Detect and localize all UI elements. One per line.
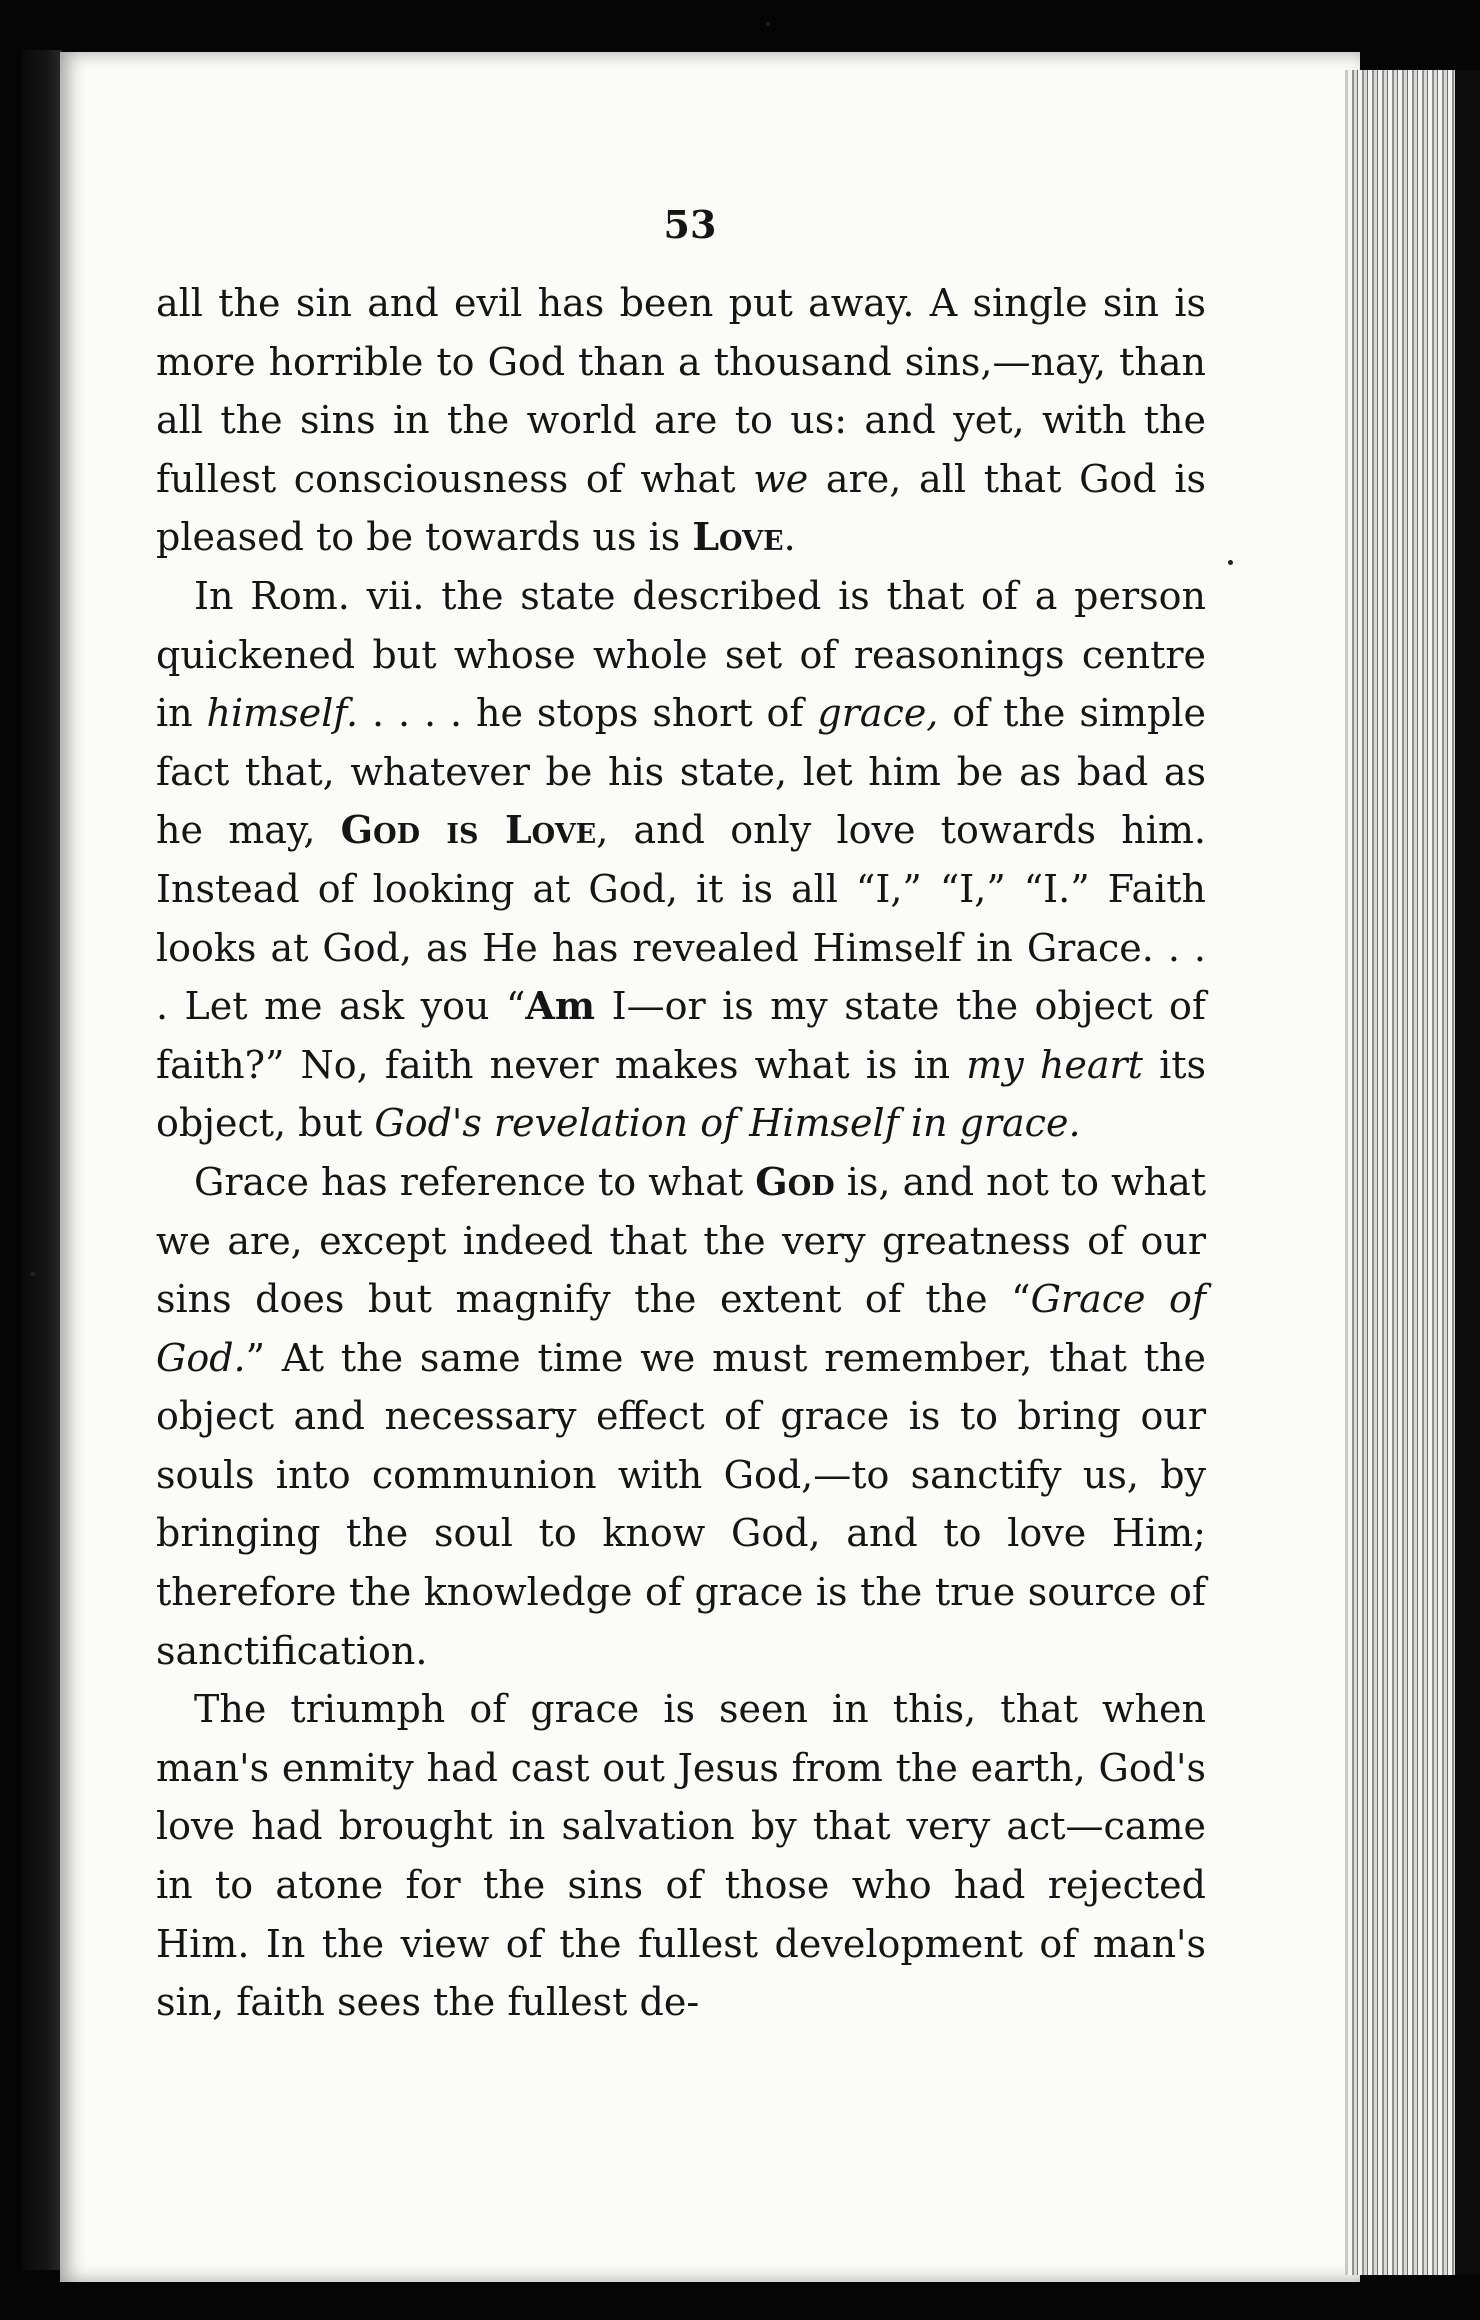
text-run: .	[783, 515, 796, 560]
text-run: we	[753, 456, 809, 501]
scan-speck	[30, 1272, 36, 1276]
text-run: God's revelation of Himself in grace.	[374, 1101, 1081, 1146]
page-stack-edge	[1345, 70, 1458, 2275]
scan-speck	[766, 22, 770, 26]
text-run: Grace of God.	[156, 1277, 1206, 1380]
text-run: I—or is my state the object of faith?” No, faith never makes what is in	[156, 984, 1206, 1087]
text-run: Grace has reference to what	[194, 1159, 756, 1204]
page-body-text	[156, 274, 1206, 2032]
text-run: , and only love towards him. Instead of looking at God, it is all “I,” “I,” “I.” Faith looks at God, as He has revealed Himself in Grace. . . . Let me ask you “	[156, 808, 1206, 1029]
scan-border-right	[1455, 70, 1480, 2275]
text-run: all the sin and evil has been put away. A single sin is more horrible to God than a thousand sins,—nay, than all the sins in the world are to us: and yet, with the fullest consciousness of what	[156, 281, 1206, 501]
text-run: of the simple fact that, whatever be his state, let him be as bad as he may,	[156, 691, 1206, 853]
text-run: Am	[525, 983, 596, 1029]
text-run: its object, but	[156, 1042, 1206, 1146]
book-page	[60, 52, 1360, 2282]
text-run: grace,	[817, 691, 939, 736]
text-run: ” At the same time we must remember, that the object and necessary effect of grace is to bring our souls into communion with God,—to sanctify us, by bringing the soul to know God, and to love Him; therefore the knowledge of grace is the true source of sanctification.	[156, 1335, 1206, 1673]
text-run: God is Love	[340, 807, 597, 853]
text-run: are, all that God is pleased to be towards us is	[156, 456, 1206, 560]
text-run: God	[755, 1158, 835, 1204]
text-run: The triumph of grace is seen in this, that when man's enmity had cast out Jesus from the earth, God's love had brought in salvation by that very act—came in to atone for the sins of those who had rejected Him. In the view of the fullest development of man's sin, faith sees the fullest de-	[156, 1687, 1206, 2025]
text-run: is, and not to what we are, except indeed that the very greatness of our sins does but magnify the extent of the “	[156, 1159, 1207, 1322]
text-run: Love	[692, 514, 784, 560]
text-run: my heart	[966, 1042, 1143, 1087]
book-spine-shadow	[22, 50, 62, 2270]
scan-speck	[1228, 560, 1233, 565]
text-run: In Rom. vii. the state described is that of a person quickened but whose whole set of reasonings centre in	[156, 573, 1206, 736]
text-run: . . . . he stops short of	[358, 691, 818, 736]
paragraph	[156, 274, 1206, 567]
paragraph	[156, 567, 1206, 1153]
text-run: himself.	[206, 691, 359, 736]
paragraph	[156, 1680, 1206, 2032]
paragraph	[156, 1153, 1206, 1680]
page-number: 53	[663, 202, 717, 247]
